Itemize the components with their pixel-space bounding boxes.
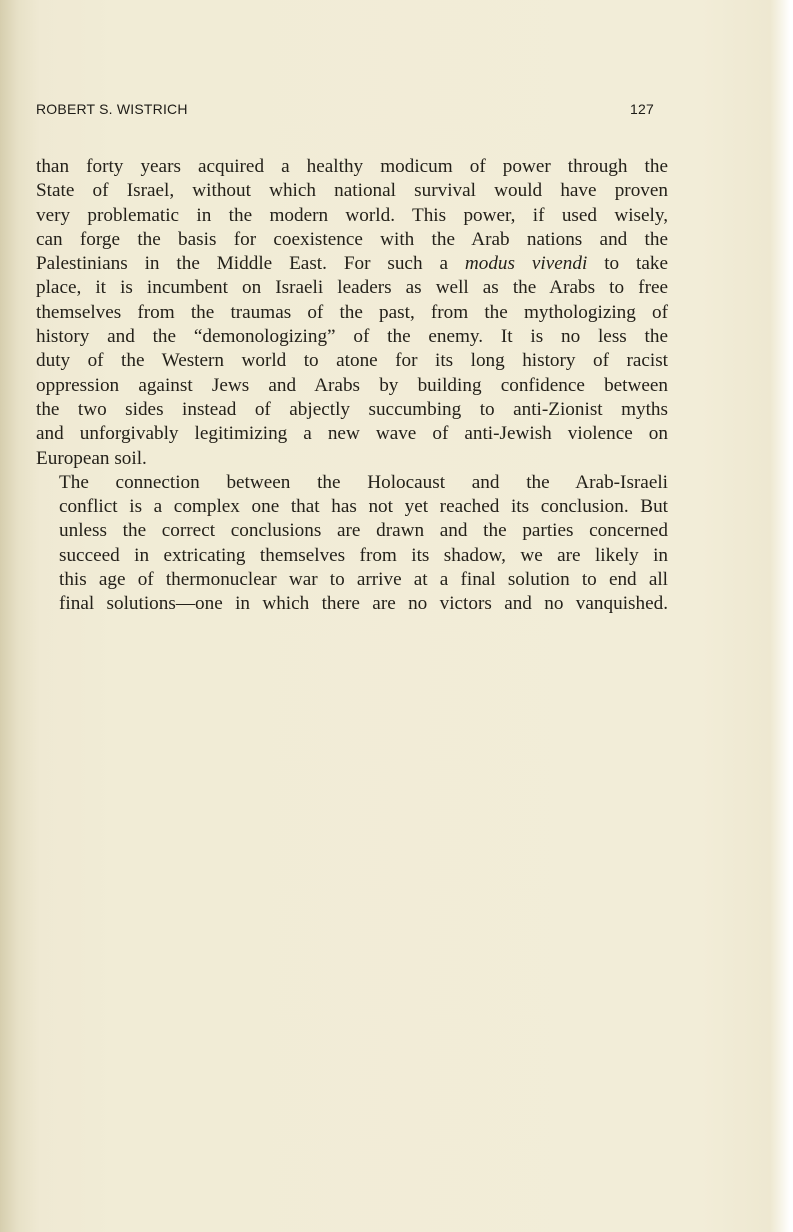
text-line: State of Israel, without which national survival would have proven: [36, 180, 668, 202]
text-line: can forge the basis for coexistence with the Arab nations and the: [36, 228, 668, 250]
text-line: The connection between the Holocaust and the Arab-Israeli: [59, 471, 668, 493]
text-line: place, it is incumbent on Israeli leaders as well as the Arabs to free: [36, 277, 668, 299]
page-header: [36, 101, 654, 119]
text-line: European soil.: [36, 447, 147, 469]
text-line: conflict is a complex one that has not yet reached its conclusion. But: [59, 496, 668, 518]
text-line: duty of the Western world to atone for its long history of racist: [36, 350, 668, 372]
text-line: oppression against Jews and Arabs by building confidence between: [36, 374, 668, 396]
text-line: [36, 252, 668, 276]
body-text: [36, 155, 668, 617]
text-line: themselves from the traumas of the past, from the mythologizing of: [36, 301, 668, 323]
paragraph: [36, 155, 668, 471]
text-line: this age of thermonuclear war to arrive at a final solution to end all: [59, 569, 668, 591]
running-head: ROBERT S. WISTRICH: [36, 101, 188, 117]
page-number: 127: [630, 101, 654, 117]
text-line: and unforgivably legitimizing a new wave of anti-Jewish violence on: [36, 423, 668, 445]
text-segment: Palestinians in the Middle East. For such a: [36, 253, 465, 275]
text-line: very problematic in the modern world. This power, if used wisely,: [36, 204, 668, 226]
paragraph: [36, 471, 668, 617]
italic-phrase: modus vivendi: [464, 253, 588, 275]
text-line: final solutions—one in which there are no victors and no vanquished.: [59, 593, 668, 615]
text-line: than forty years acquired a healthy modicum of power through the: [36, 156, 668, 177]
text-line: succeed in extricating themselves from its shadow, we are likely in: [59, 544, 668, 566]
text-segment: to take: [587, 253, 668, 275]
text-line: unless the correct conclusions are drawn and the parties concerned: [59, 520, 668, 542]
text-line: the two sides instead of abjectly succumbing to anti-Zionist myths: [36, 398, 668, 420]
text-line: history and the “demonologizing” of the enemy. It is no less the: [36, 326, 668, 348]
